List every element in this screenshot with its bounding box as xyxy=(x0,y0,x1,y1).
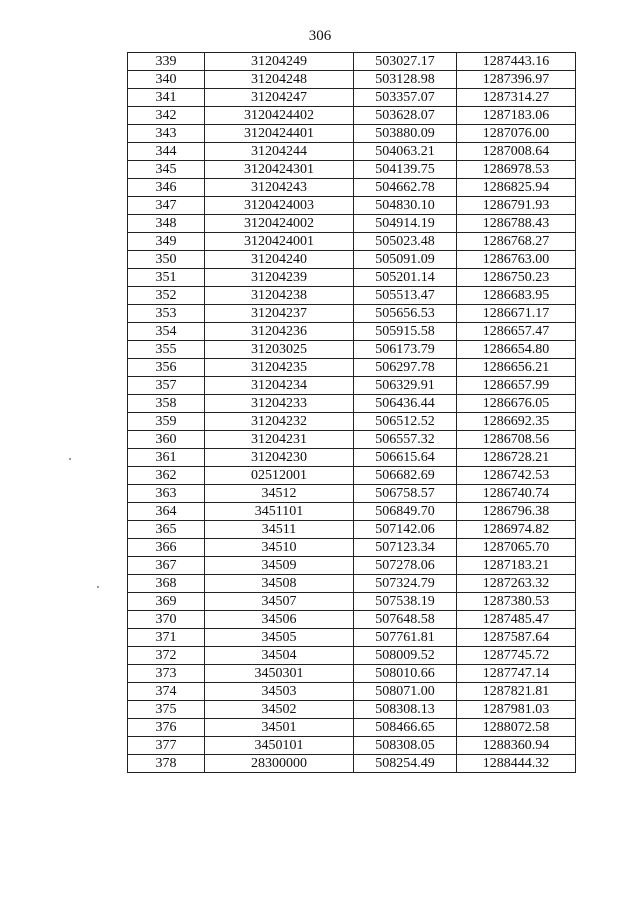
point-id-cell: 34503 xyxy=(205,683,354,701)
point-id-cell: 31204239 xyxy=(205,269,354,287)
scan-speck xyxy=(97,586,99,588)
row-index-cell: 346 xyxy=(128,179,205,197)
x-coordinate-cell: 506329.91 xyxy=(354,377,457,395)
y-coordinate-cell: 1287380.53 xyxy=(457,593,576,611)
point-id-cell: 34511 xyxy=(205,521,354,539)
table-row xyxy=(128,125,576,143)
table-row xyxy=(128,359,576,377)
point-id-cell: 34502 xyxy=(205,701,354,719)
point-id-cell: 31204249 xyxy=(205,53,354,71)
table-row xyxy=(128,53,576,71)
x-coordinate-cell: 503128.98 xyxy=(354,71,457,89)
point-id-cell: 02512001 xyxy=(205,467,354,485)
point-id-cell: 31204232 xyxy=(205,413,354,431)
row-index-cell: 356 xyxy=(128,359,205,377)
y-coordinate-cell: 1287314.27 xyxy=(457,89,576,107)
row-index-cell: 363 xyxy=(128,485,205,503)
table-row xyxy=(128,611,576,629)
table-row xyxy=(128,395,576,413)
table-row xyxy=(128,413,576,431)
y-coordinate-cell: 1286676.05 xyxy=(457,395,576,413)
row-index-cell: 354 xyxy=(128,323,205,341)
point-id-cell: 31204230 xyxy=(205,449,354,467)
x-coordinate-cell: 508254.49 xyxy=(354,755,457,773)
point-id-cell: 31204240 xyxy=(205,251,354,269)
y-coordinate-cell: 1287587.64 xyxy=(457,629,576,647)
table-row xyxy=(128,89,576,107)
y-coordinate-cell: 1286788.43 xyxy=(457,215,576,233)
row-index-cell: 364 xyxy=(128,503,205,521)
table-row xyxy=(128,71,576,89)
row-index-cell: 377 xyxy=(128,737,205,755)
x-coordinate-cell: 507761.81 xyxy=(354,629,457,647)
y-coordinate-cell: 1287396.97 xyxy=(457,71,576,89)
point-id-cell: 3120424003 xyxy=(205,197,354,215)
point-id-cell: 3120424401 xyxy=(205,125,354,143)
y-coordinate-cell: 1287747.14 xyxy=(457,665,576,683)
x-coordinate-cell: 505656.53 xyxy=(354,305,457,323)
row-index-cell: 342 xyxy=(128,107,205,125)
point-id-cell: 31204236 xyxy=(205,323,354,341)
point-id-cell: 3450101 xyxy=(205,737,354,755)
row-index-cell: 362 xyxy=(128,467,205,485)
x-coordinate-cell: 504830.10 xyxy=(354,197,457,215)
point-id-cell: 28300000 xyxy=(205,755,354,773)
point-id-cell: 3120424402 xyxy=(205,107,354,125)
row-index-cell: 370 xyxy=(128,611,205,629)
point-id-cell: 31204231 xyxy=(205,431,354,449)
y-coordinate-cell: 1286791.93 xyxy=(457,197,576,215)
point-id-cell: 31203025 xyxy=(205,341,354,359)
table-row xyxy=(128,539,576,557)
row-index-cell: 378 xyxy=(128,755,205,773)
table-row xyxy=(128,647,576,665)
x-coordinate-cell: 506557.32 xyxy=(354,431,457,449)
x-coordinate-cell: 503880.09 xyxy=(354,125,457,143)
y-coordinate-cell: 1286750.23 xyxy=(457,269,576,287)
y-coordinate-cell: 1286708.56 xyxy=(457,431,576,449)
y-coordinate-cell: 1287065.70 xyxy=(457,539,576,557)
row-index-cell: 369 xyxy=(128,593,205,611)
y-coordinate-cell: 1287183.06 xyxy=(457,107,576,125)
row-index-cell: 351 xyxy=(128,269,205,287)
point-id-cell: 31204233 xyxy=(205,395,354,413)
x-coordinate-cell: 505513.47 xyxy=(354,287,457,305)
x-coordinate-cell: 507324.79 xyxy=(354,575,457,593)
x-coordinate-cell: 505201.14 xyxy=(354,269,457,287)
row-index-cell: 368 xyxy=(128,575,205,593)
row-index-cell: 343 xyxy=(128,125,205,143)
y-coordinate-cell: 1286740.74 xyxy=(457,485,576,503)
table-row xyxy=(128,521,576,539)
point-id-cell: 34508 xyxy=(205,575,354,593)
row-index-cell: 357 xyxy=(128,377,205,395)
row-index-cell: 355 xyxy=(128,341,205,359)
x-coordinate-cell: 507142.06 xyxy=(354,521,457,539)
row-index-cell: 374 xyxy=(128,683,205,701)
table-row xyxy=(128,629,576,647)
table-row xyxy=(128,485,576,503)
y-coordinate-cell: 1286796.38 xyxy=(457,503,576,521)
table-row xyxy=(128,215,576,233)
x-coordinate-cell: 504662.78 xyxy=(354,179,457,197)
x-coordinate-cell: 506173.79 xyxy=(354,341,457,359)
point-id-cell: 34507 xyxy=(205,593,354,611)
table-row xyxy=(128,341,576,359)
point-id-cell: 34505 xyxy=(205,629,354,647)
row-index-cell: 371 xyxy=(128,629,205,647)
x-coordinate-cell: 503628.07 xyxy=(354,107,457,125)
y-coordinate-cell: 1286657.47 xyxy=(457,323,576,341)
x-coordinate-cell: 507648.58 xyxy=(354,611,457,629)
y-coordinate-cell: 1287263.32 xyxy=(457,575,576,593)
y-coordinate-cell: 1287981.03 xyxy=(457,701,576,719)
y-coordinate-cell: 1286742.53 xyxy=(457,467,576,485)
table-row xyxy=(128,233,576,251)
table-row xyxy=(128,431,576,449)
coordinates-table xyxy=(127,52,576,773)
row-index-cell: 344 xyxy=(128,143,205,161)
table-row xyxy=(128,305,576,323)
y-coordinate-cell: 1286671.17 xyxy=(457,305,576,323)
y-coordinate-cell: 1286825.94 xyxy=(457,179,576,197)
y-coordinate-cell: 1286974.82 xyxy=(457,521,576,539)
row-index-cell: 360 xyxy=(128,431,205,449)
page-number: 306 xyxy=(308,28,332,44)
table-row xyxy=(128,197,576,215)
row-index-cell: 366 xyxy=(128,539,205,557)
x-coordinate-cell: 506297.78 xyxy=(354,359,457,377)
y-coordinate-cell: 1287485.47 xyxy=(457,611,576,629)
y-coordinate-cell: 1287076.00 xyxy=(457,125,576,143)
row-index-cell: 339 xyxy=(128,53,205,71)
table-row xyxy=(128,665,576,683)
x-coordinate-cell: 503357.07 xyxy=(354,89,457,107)
point-id-cell: 31204243 xyxy=(205,179,354,197)
table-row xyxy=(128,503,576,521)
y-coordinate-cell: 1286768.27 xyxy=(457,233,576,251)
point-id-cell: 31204237 xyxy=(205,305,354,323)
x-coordinate-cell: 504063.21 xyxy=(354,143,457,161)
table-row xyxy=(128,161,576,179)
table-row xyxy=(128,269,576,287)
row-index-cell: 350 xyxy=(128,251,205,269)
table-row xyxy=(128,449,576,467)
table-row xyxy=(128,557,576,575)
point-id-cell: 3120424001 xyxy=(205,233,354,251)
point-id-cell: 34506 xyxy=(205,611,354,629)
table-row xyxy=(128,323,576,341)
y-coordinate-cell: 1287443.16 xyxy=(457,53,576,71)
y-coordinate-cell: 1288072.58 xyxy=(457,719,576,737)
x-coordinate-cell: 504139.75 xyxy=(354,161,457,179)
row-index-cell: 348 xyxy=(128,215,205,233)
table-row xyxy=(128,467,576,485)
x-coordinate-cell: 507123.34 xyxy=(354,539,457,557)
table-row xyxy=(128,683,576,701)
row-index-cell: 365 xyxy=(128,521,205,539)
x-coordinate-cell: 508071.00 xyxy=(354,683,457,701)
row-index-cell: 345 xyxy=(128,161,205,179)
point-id-cell: 3451101 xyxy=(205,503,354,521)
y-coordinate-cell: 1287008.64 xyxy=(457,143,576,161)
row-index-cell: 341 xyxy=(128,89,205,107)
x-coordinate-cell: 508010.66 xyxy=(354,665,457,683)
row-index-cell: 372 xyxy=(128,647,205,665)
point-id-cell: 34504 xyxy=(205,647,354,665)
y-coordinate-cell: 1286763.00 xyxy=(457,251,576,269)
point-id-cell: 31204238 xyxy=(205,287,354,305)
point-id-cell: 34509 xyxy=(205,557,354,575)
point-id-cell: 3120424301 xyxy=(205,161,354,179)
row-index-cell: 340 xyxy=(128,71,205,89)
table-row xyxy=(128,701,576,719)
y-coordinate-cell: 1286656.21 xyxy=(457,359,576,377)
x-coordinate-cell: 506615.64 xyxy=(354,449,457,467)
y-coordinate-cell: 1286654.80 xyxy=(457,341,576,359)
x-coordinate-cell: 503027.17 xyxy=(354,53,457,71)
y-coordinate-cell: 1288360.94 xyxy=(457,737,576,755)
x-coordinate-cell: 508466.65 xyxy=(354,719,457,737)
row-index-cell: 376 xyxy=(128,719,205,737)
table-row xyxy=(128,755,576,773)
point-id-cell: 34512 xyxy=(205,485,354,503)
row-index-cell: 347 xyxy=(128,197,205,215)
row-index-cell: 361 xyxy=(128,449,205,467)
y-coordinate-cell: 1288444.32 xyxy=(457,755,576,773)
point-id-cell: 34501 xyxy=(205,719,354,737)
point-id-cell: 3120424002 xyxy=(205,215,354,233)
row-index-cell: 359 xyxy=(128,413,205,431)
point-id-cell: 31204248 xyxy=(205,71,354,89)
table-row xyxy=(128,719,576,737)
x-coordinate-cell: 507538.19 xyxy=(354,593,457,611)
x-coordinate-cell: 504914.19 xyxy=(354,215,457,233)
point-id-cell: 31204247 xyxy=(205,89,354,107)
point-id-cell: 34510 xyxy=(205,539,354,557)
table-body xyxy=(128,53,576,773)
table-row xyxy=(128,251,576,269)
y-coordinate-cell: 1286657.99 xyxy=(457,377,576,395)
point-id-cell: 31204235 xyxy=(205,359,354,377)
x-coordinate-cell: 506758.57 xyxy=(354,485,457,503)
y-coordinate-cell: 1287745.72 xyxy=(457,647,576,665)
point-id-cell: 31204234 xyxy=(205,377,354,395)
table-row xyxy=(128,179,576,197)
table-row xyxy=(128,107,576,125)
y-coordinate-cell: 1287821.81 xyxy=(457,683,576,701)
y-coordinate-cell: 1286692.35 xyxy=(457,413,576,431)
table-row xyxy=(128,377,576,395)
x-coordinate-cell: 508009.52 xyxy=(354,647,457,665)
y-coordinate-cell: 1286978.53 xyxy=(457,161,576,179)
point-id-cell: 3450301 xyxy=(205,665,354,683)
x-coordinate-cell: 506436.44 xyxy=(354,395,457,413)
row-index-cell: 358 xyxy=(128,395,205,413)
x-coordinate-cell: 505023.48 xyxy=(354,233,457,251)
y-coordinate-cell: 1287183.21 xyxy=(457,557,576,575)
x-coordinate-cell: 505091.09 xyxy=(354,251,457,269)
row-index-cell: 352 xyxy=(128,287,205,305)
y-coordinate-cell: 1286728.21 xyxy=(457,449,576,467)
x-coordinate-cell: 506682.69 xyxy=(354,467,457,485)
row-index-cell: 353 xyxy=(128,305,205,323)
x-coordinate-cell: 508308.13 xyxy=(354,701,457,719)
x-coordinate-cell: 507278.06 xyxy=(354,557,457,575)
row-index-cell: 367 xyxy=(128,557,205,575)
table-row xyxy=(128,575,576,593)
x-coordinate-cell: 506512.52 xyxy=(354,413,457,431)
scan-speck xyxy=(69,458,71,460)
y-coordinate-cell: 1286683.95 xyxy=(457,287,576,305)
x-coordinate-cell: 506849.70 xyxy=(354,503,457,521)
table-row xyxy=(128,593,576,611)
row-index-cell: 375 xyxy=(128,701,205,719)
row-index-cell: 373 xyxy=(128,665,205,683)
table-row xyxy=(128,143,576,161)
point-id-cell: 31204244 xyxy=(205,143,354,161)
row-index-cell: 349 xyxy=(128,233,205,251)
x-coordinate-cell: 505915.58 xyxy=(354,323,457,341)
x-coordinate-cell: 508308.05 xyxy=(354,737,457,755)
table-row xyxy=(128,737,576,755)
table-row xyxy=(128,287,576,305)
